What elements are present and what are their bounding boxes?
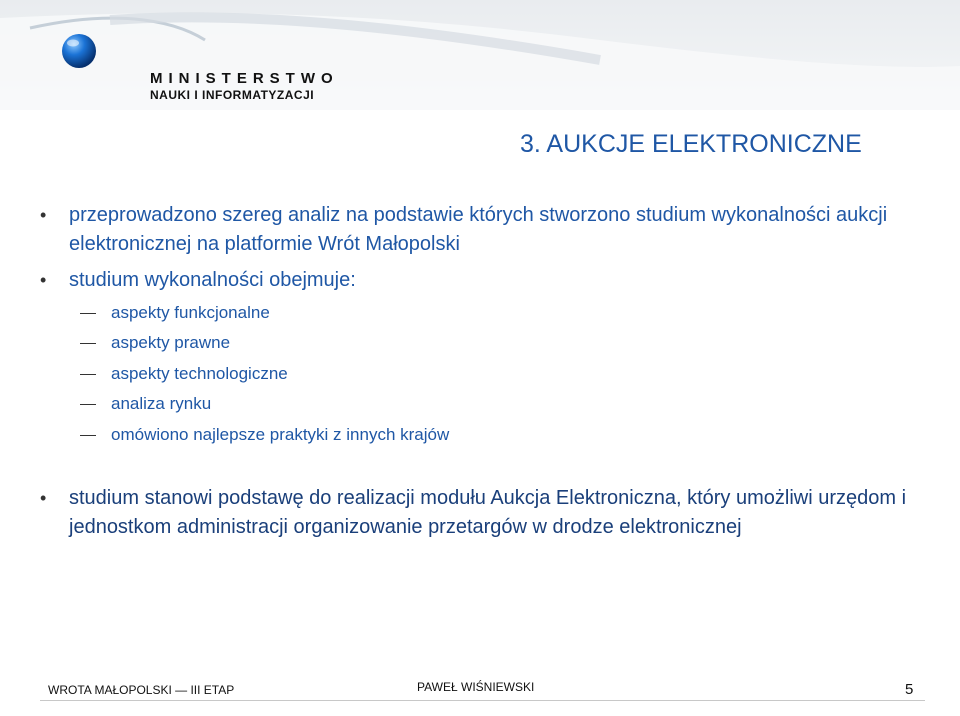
dash-icon (80, 343, 96, 344)
page-number: 5 (905, 681, 914, 698)
sub-item (80, 363, 900, 385)
bullet-item (40, 484, 920, 542)
sub-item (80, 424, 900, 446)
dash-icon (80, 404, 96, 405)
bullet-item (40, 266, 920, 295)
bullet-text: studium stanowi podstawę do realizacji modułu Aukcja Elektroniczna, który umożliwi urzędom i jednostkom administracji organizowanie przetargów w drodze elektronicznej (69, 487, 907, 538)
dash-icon (80, 435, 96, 436)
bullet-item (40, 201, 920, 259)
sub-item-text: analiza rynku (111, 394, 212, 413)
footer-left-text: WROTA MAŁOPOLSKI — III ETAP (48, 683, 235, 697)
footer-divider (40, 700, 925, 701)
sub-item (80, 332, 900, 354)
logo-subtitle: NAUKI I INFORMATYZACJI (150, 88, 315, 102)
dash-icon (80, 374, 96, 375)
bullet-text: przeprowadzono szereg analiz na podstawie których stworzono studium wykonalności aukcji elektronicznej na platformie Wrót Małopolski (69, 204, 888, 255)
sub-item-text: aspekty funkcjonalne (111, 303, 270, 322)
sub-item-text: omówiono najlepsze praktyki z innych krajów (111, 425, 450, 444)
bullet-text: studium wykonalności obejmuje: (69, 269, 356, 291)
footer-author: PAWEŁ WIŚNIEWSKI (417, 680, 535, 694)
bullet-icon: • (40, 270, 47, 290)
sub-item (80, 302, 900, 324)
sub-item-text: aspekty prawne (111, 333, 231, 352)
dash-icon (80, 313, 96, 314)
sub-item-text: aspekty technologiczne (111, 364, 288, 383)
sub-item (80, 393, 900, 415)
bullet-icon: • (40, 205, 47, 225)
slide-title: 3. AUKCJE ELEKTRONICZNE (520, 130, 862, 158)
bullet-icon: • (40, 488, 47, 508)
logo-title: MINISTERSTWO (150, 70, 339, 87)
